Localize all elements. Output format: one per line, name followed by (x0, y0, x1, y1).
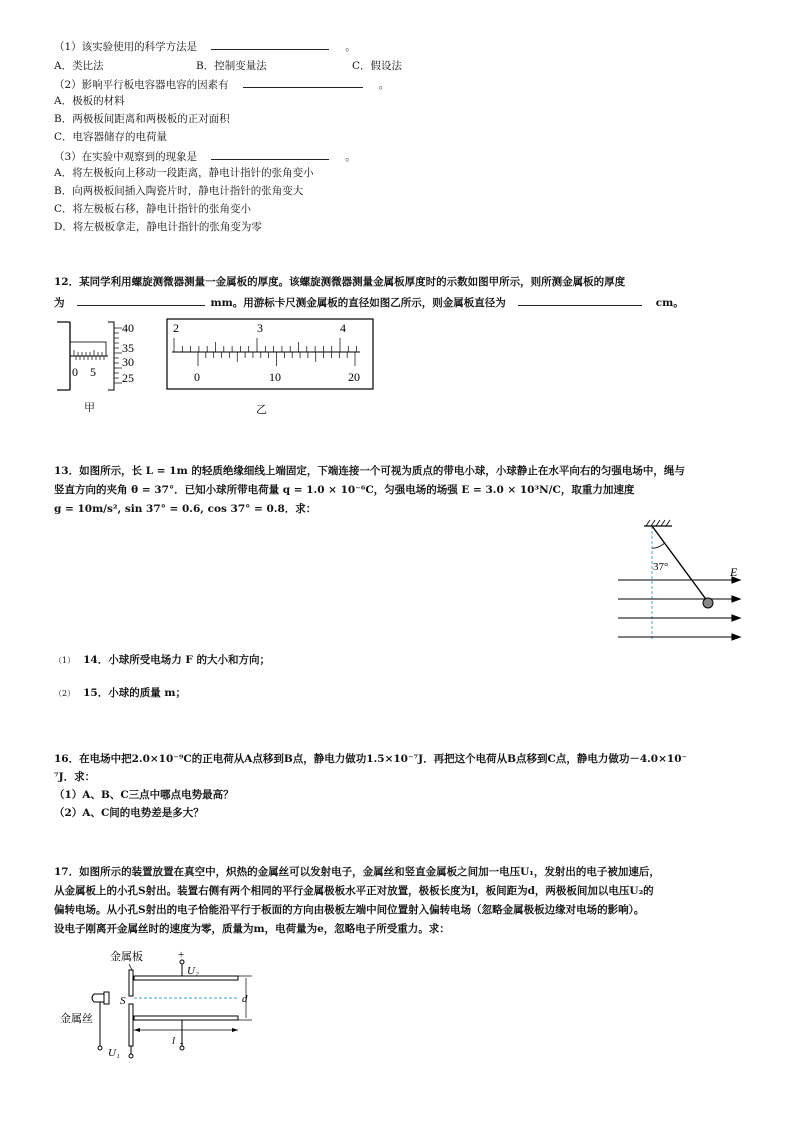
filament (92, 994, 104, 1002)
thimble-tick-label: 25 (122, 371, 134, 385)
q16-line2: ⁷J．求： (54, 771, 96, 783)
sleeve-tick-label: 0 (72, 365, 78, 379)
vernier-scale-label: 10 (269, 370, 281, 384)
q11-p1-option-c: C．假设法 (352, 60, 403, 72)
q11-part3: （3）在实验中观察到的现象是 。 (54, 148, 356, 164)
q12-line2: 为 mm。用游标卡尺测金属板的直径如图乙所示，则金属板直径为 cm。 (54, 294, 684, 310)
q11-p1-option-a: A．类比法 (54, 60, 104, 72)
vernier-scale-ticks (198, 352, 355, 366)
vernier-scale-label: 0 (194, 370, 200, 384)
field-label: E (730, 565, 738, 579)
main-scale-label: 3 (257, 321, 263, 335)
sleeve (70, 342, 106, 356)
q11-p2-option-b: B．两极板间距离和两极板的正对面积 (54, 113, 230, 125)
main-scale-label: 4 (340, 321, 346, 335)
sleeve-tick-label: 5 (90, 365, 96, 379)
q13-line2: 竖直方向的夹角 θ = 37°．已知小球所带电荷量 q = 1.0 × 10⁻⁶C，匀强电场的场强 E = 3.0 × 10³N/C，取重力加速度 (54, 484, 635, 496)
q17-line4: 设电子刚离开金属丝时的速度为零，质量为m，电荷量为e，忽略电子所受重力。求： (54, 923, 450, 935)
q16-line1: 16．在电场中把2.0×10⁻⁹C的正电荷从A点移到B点，静电力做功1.5×10⁻⁷J．再把这个电荷从B点移到C点，静电力做功－4.0×10⁻ (54, 753, 688, 765)
q11-p2-option-a: A．极板的材料 (54, 95, 125, 107)
answer-blank[interactable] (243, 76, 363, 88)
hole-s-label: S (120, 995, 126, 1007)
angle-arc (652, 543, 665, 548)
filament-tip (104, 992, 109, 1004)
q13-line1: 13．如图所示，长 L = 1m 的轻质绝缘细线上端固定，下端连接一个可视为质点的带电小球，小球静止在水平向右的匀强电场中，绳与 (54, 465, 685, 477)
thimble-ticks (114, 328, 122, 383)
q11-p3-option-d: D．将左极板拿走，静电计指针的张角变为零 (54, 221, 262, 233)
minus-sign: - (180, 1038, 184, 1049)
micrometer-figure (52, 316, 152, 398)
gap-d-label: d (242, 993, 248, 1005)
terminal (129, 1054, 133, 1058)
figure-caption-jia: 甲 (84, 401, 95, 414)
lower-deflection-plate (134, 1016, 238, 1020)
q12-line1: 12．某同学利用螺旋测微器测量一金属板的厚度。该螺旋测微器测量金属板厚度时的示数如图甲所示，则所测金属板的厚度 (54, 276, 626, 288)
vernier-caliper-figure (166, 318, 374, 390)
answer-blank[interactable] (211, 38, 329, 50)
q11-part1: （1）该实验使用的科学方法是 。 (54, 38, 356, 54)
vernier-scale-label: 20 (348, 370, 360, 384)
diameter-answer-blank[interactable] (518, 294, 642, 306)
q11-p3-option-b: B．向两极板间插入陶瓷片时，静电计指针的张角变大 (54, 185, 304, 197)
angle-label: 37° (653, 561, 669, 573)
q13-line3: g = 10m/s², sin 37° = 0.6, cos 37° = 0.8．求： (54, 503, 317, 515)
q11-p3-option-a: A．将左极板向上移动一段距离，静电计指针的张角变小 (54, 167, 314, 179)
thimble-tick-label: 40 (122, 321, 134, 335)
q13-sub2: （2） 15．小球的质量 m； (54, 687, 186, 699)
q11-p1-option-b: B．控制变量法 (196, 60, 267, 72)
q17-line3: 偏转电场。从小孔S射出的电子恰能沿平行于板面的方向由极板左端中间位置射入偏转电场（忽略金属极板边缘对电场的影响）。 (54, 904, 645, 916)
metal-wire-label: 金属丝 (60, 1013, 93, 1025)
length-l-label: l (172, 1035, 176, 1047)
u2-label: U₂ (187, 965, 199, 977)
main-scale-label: 2 (173, 321, 179, 335)
plus-sign: + (178, 949, 185, 961)
thimble-tick-label: 30 (122, 355, 134, 369)
u1-label: U₁ (108, 1047, 120, 1059)
thickness-answer-blank[interactable] (77, 294, 205, 306)
q13-sub1: （1） 14．小球所受电场力 F 的大小和方向； (54, 654, 270, 666)
metal-plate-label: 金属板 (110, 951, 143, 963)
thimble (108, 322, 114, 390)
vertical-metal-plate-lower (129, 1004, 133, 1046)
terminal (98, 1046, 102, 1050)
q17-line2: 从金属板上的小孔S射出。装置右侧有两个相同的平行金属极板水平正对放置，极板长度为l，板间距为d，两极板间加以电压U₂的 (54, 885, 654, 897)
main-scale-ticks (174, 338, 357, 352)
q11-p3-option-c: C．将左极板右移，静电计指针的张角变小 (54, 203, 252, 215)
sleeve-ticks (74, 350, 104, 360)
q17-line1: 17．如图所示的装置放置在真空中，炽热的金属丝可以发射电子，金属丝和竖直金属板之间加一电压U₁，发射出的电子被加速后， (54, 866, 660, 878)
pendulum-field-figure (616, 518, 746, 644)
electron-deflection-figure (56, 946, 266, 1062)
q11-part2: （2）影响平行板电容器电容的因素有 。 (54, 76, 389, 92)
figure-caption-yi: 乙 (256, 403, 267, 416)
thimble-tick-label: 35 (122, 341, 134, 355)
vertical-metal-plate-upper (129, 970, 133, 996)
q16-line3: （1）A、B、C三点中哪点电势最高？ (54, 789, 234, 801)
ceiling-hatch (646, 520, 670, 526)
q11-p2-option-c: C．电容器储存的电荷量 (54, 131, 168, 143)
answer-blank[interactable] (211, 148, 329, 160)
upper-deflection-plate (134, 976, 238, 980)
charged-ball (703, 598, 713, 608)
field-lines (618, 577, 740, 640)
q16-line4: （2）A、C间的电势差是多大？ (54, 807, 204, 819)
